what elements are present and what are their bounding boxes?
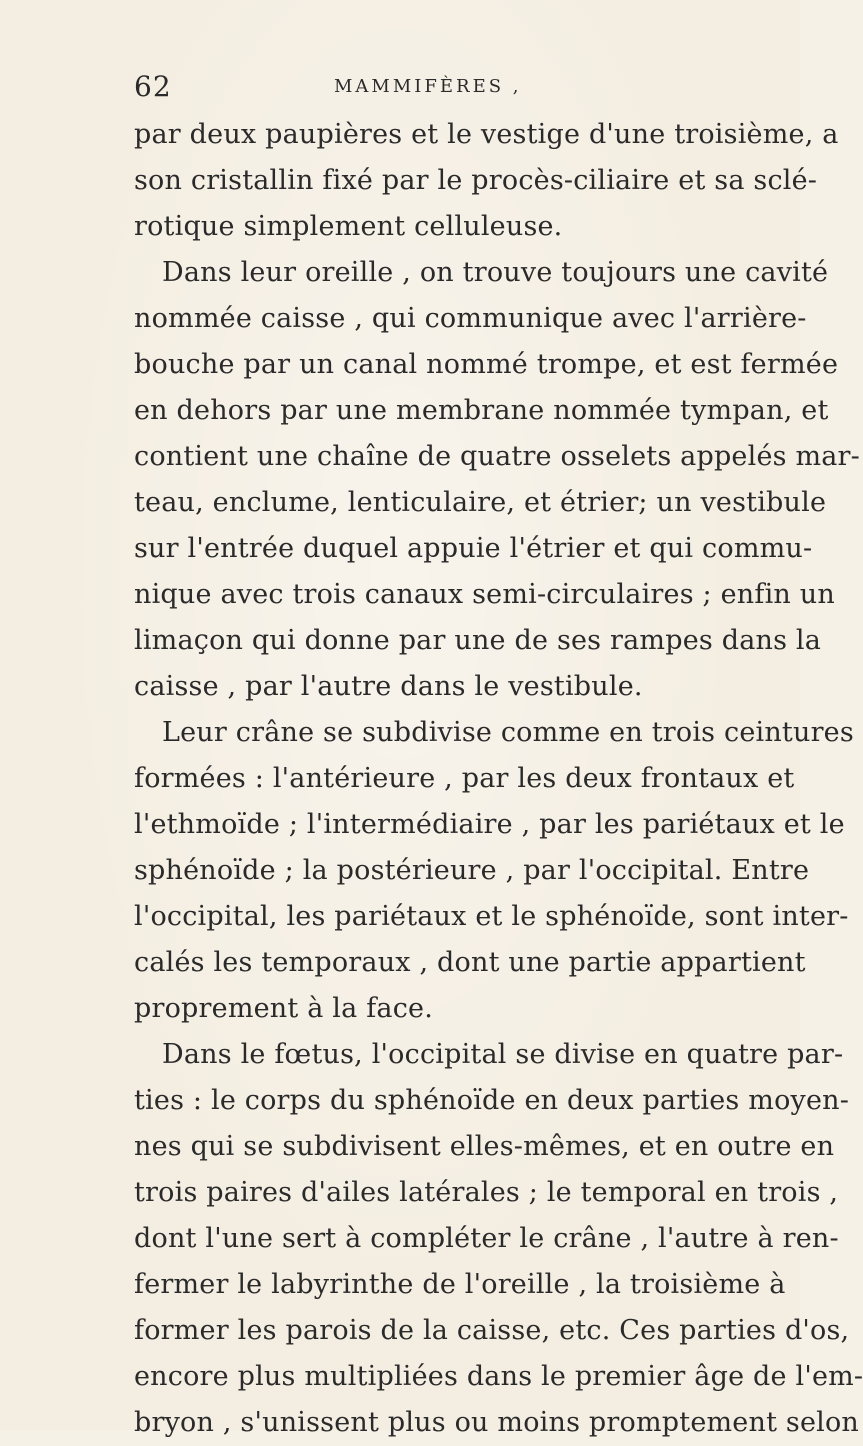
text-line: bryon , s'unissent plus ou moins promptement selon	[134, 1407, 860, 1438]
text-line: Dans le fœtus, l'occipital se divise en quatre par-	[162, 1039, 844, 1070]
page-header	[134, 70, 694, 110]
text-line: nommée caisse , qui communique avec l'arrière-	[134, 303, 807, 334]
running-head: MAMMIFÈRES ,	[334, 76, 522, 97]
text-line: calés les temporaux , dont une partie appartient	[134, 947, 806, 978]
text-line: trois paires d'ailes latérales ; le temporal en trois ,	[134, 1177, 839, 1208]
text-line: teau, enclume, lenticulaire, et étrier; un vestibule	[134, 487, 827, 518]
text-line: nique avec trois canaux semi-circulaires ; enfin un	[134, 579, 835, 610]
text-line: bouche par un canal nommé trompe, et est fermée	[134, 349, 839, 380]
text-line: contient une chaîne de quatre osselets appelés mar-	[134, 441, 860, 472]
text-line: Leur crâne se subdivise comme en trois ceintures	[162, 717, 854, 748]
text-line: nes qui se subdivisent elles-mêmes, et en outre en	[134, 1131, 835, 1162]
body-text	[134, 112, 863, 1446]
text-line: son cristallin fixé par le procès-ciliaire et sa sclé-	[134, 165, 818, 196]
page-number: 62	[134, 70, 172, 103]
text-line: proprement à la face.	[134, 993, 433, 1024]
text-line: sur l'entrée duquel appuie l'étrier et qui commu-	[134, 533, 813, 564]
text-line: encore plus multipliées dans le premier âge de l'em-	[134, 1361, 863, 1392]
text-line: ties : le corps du sphénoïde en deux parties moyen-	[134, 1085, 850, 1116]
text-line: en dehors par une membrane nommée tympan, et	[134, 395, 829, 426]
text-line: Dans leur oreille , on trouve toujours une cavité	[162, 257, 829, 288]
text-line: former les parois de la caisse, etc. Ces parties d'os,	[134, 1315, 850, 1346]
text-line: par deux paupières et le vestige d'une troisième, a	[134, 119, 839, 150]
text-line: l'ethmoïde ; l'intermédiaire , par les pariétaux et le	[134, 809, 845, 840]
text-line: fermer le labyrinthe de l'oreille , la troisième à	[134, 1269, 786, 1300]
text-line: formées : l'antérieure , par les deux frontaux et	[134, 763, 795, 794]
text-line: caisse , par l'autre dans le vestibule.	[134, 671, 643, 702]
text-line: l'occipital, les pariétaux et le sphénoïde, sont inter-	[134, 901, 849, 932]
text-line: dont l'une sert à compléter le crâne , l'autre à ren-	[134, 1223, 839, 1254]
text-line: rotique simplement celluleuse.	[134, 211, 563, 242]
text-line: limaçon qui donne par une de ses rampes dans la	[134, 625, 822, 656]
text-line: sphénoïde ; la postérieure , par l'occipital. Entre	[134, 855, 810, 886]
